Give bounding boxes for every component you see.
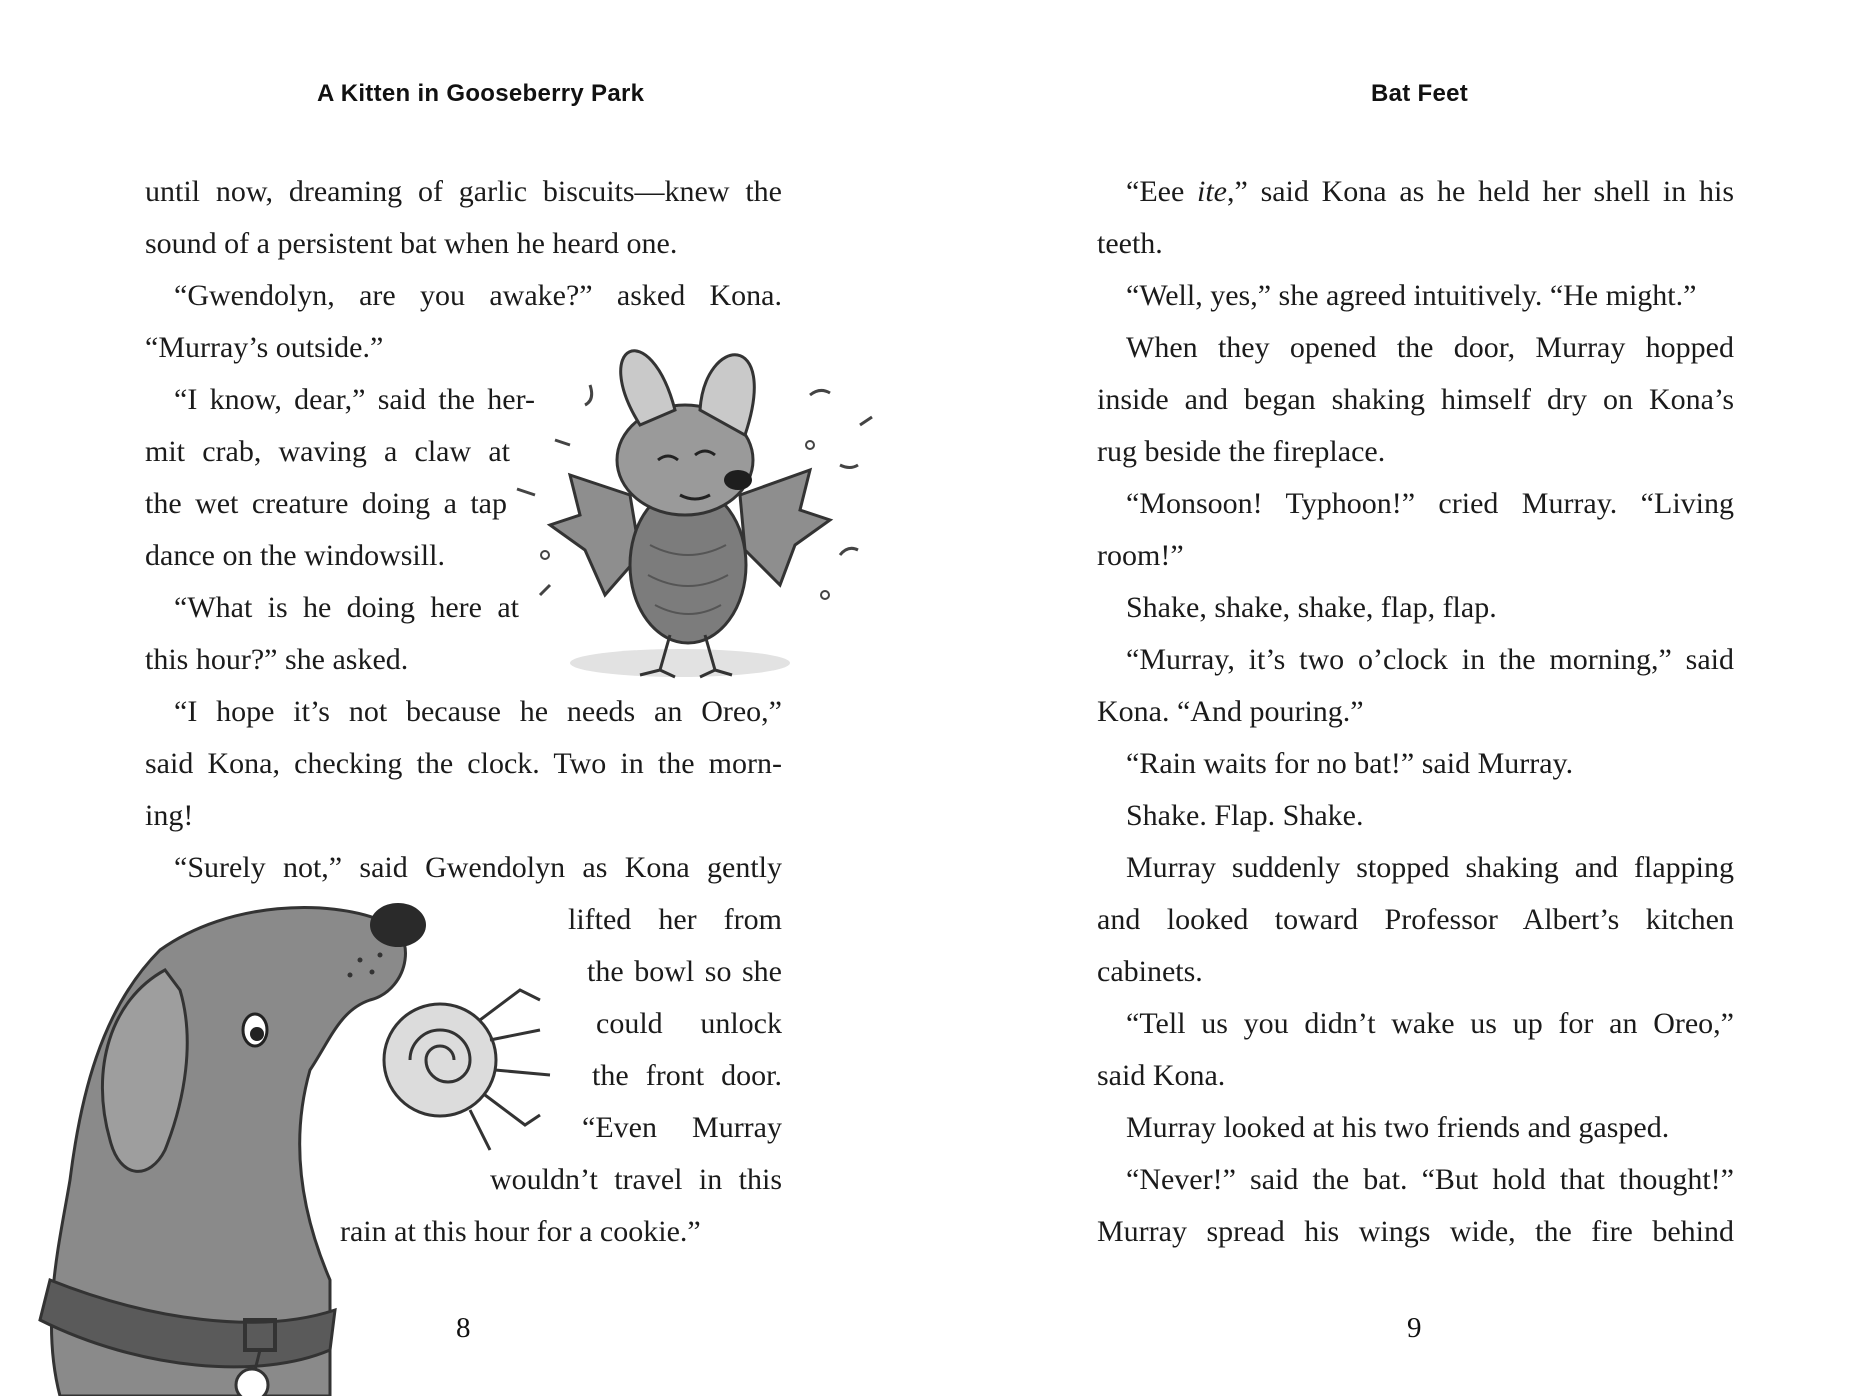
text-line: “Murray, it’s two o’clock in the morning,” said <box>1126 643 1734 676</box>
text-line: “Murray’s outside.” <box>145 331 384 364</box>
text-line: Murray suddenly stopped shaking and flapping <box>1126 851 1734 884</box>
text-run: “Eee <box>1126 175 1198 208</box>
text-line: this hour?” she asked. <box>145 643 409 676</box>
text-line: ing! <box>145 799 194 832</box>
text-line: rain at this hour for a cookie.” <box>340 1215 701 1248</box>
text-line: “Surely not,” said Gwendolyn as Kona gently <box>174 851 782 884</box>
text-line: room!” <box>1097 539 1184 572</box>
page-number: 8 <box>456 1312 471 1344</box>
text-line: “Never!” said the bat. “But hold that thought!” <box>1126 1163 1734 1196</box>
text-line: “Well, yes,” she agreed intuitively. “He might.” <box>1126 279 1697 312</box>
text-line: “I hope it’s not because he needs an Oreo,” <box>174 695 782 728</box>
text-line: “Tell us you didn’t wake us up for an Oreo,” <box>1126 1007 1734 1040</box>
text-line: mit crab, waving a claw at <box>145 435 510 468</box>
text-line: inside and began shaking himself dry on Kona’s <box>1097 383 1734 416</box>
page-number: 9 <box>1407 1312 1422 1344</box>
text-line: the bowl so she <box>587 955 782 988</box>
text-line: Murray looked at his two friends and gasped. <box>1126 1111 1670 1144</box>
text-line: until now, dreaming of garlic biscuits—knew the <box>145 175 782 208</box>
text-line: teeth. <box>1097 227 1163 260</box>
text-line: Kona. “And pouring.” <box>1097 695 1364 728</box>
text-line: “Rain waits for no bat!” said Murray. <box>1126 747 1574 780</box>
running-head-chapter-title: Bat Feet <box>1371 80 1469 107</box>
text-line: dance on the windowsill. <box>145 539 445 572</box>
running-head-book-title: A Kitten in Gooseberry Park <box>317 80 645 107</box>
text-line: said Kona. <box>1097 1059 1226 1092</box>
text-line: When they opened the door, Murray hopped <box>1126 331 1734 364</box>
text-line: “I know, dear,” said the her- <box>174 383 535 416</box>
text-line: Murray spread his wings wide, the fire behind <box>1097 1215 1734 1248</box>
text-line: lifted her from <box>568 903 782 936</box>
text-line: “Monsoon! Typhoon!” cried Murray. “Living <box>1126 487 1734 520</box>
text-line: the wet creature doing a tap <box>145 487 507 520</box>
bat-illustration <box>510 325 910 685</box>
text-line: “Gwendolyn, are you awake?” asked Kona. <box>174 279 782 312</box>
text-line: wouldn’t travel in this <box>490 1163 782 1196</box>
text-line: “Even Murray <box>582 1111 782 1144</box>
dog-with-crab-illustration <box>0 880 580 1396</box>
text-run: ,” said Kona as he held her shell in his <box>1227 175 1734 208</box>
text-line: could unlock <box>596 1007 782 1040</box>
italic-text: ite <box>1197 175 1228 208</box>
text-line: rug beside the fireplace. <box>1097 435 1386 468</box>
text-line: Shake. Flap. Shake. <box>1126 799 1364 832</box>
text-line: said Kona, checking the clock. Two in the morn- <box>145 747 782 780</box>
text-line: and looked toward Professor Albert’s kitchen <box>1097 903 1734 936</box>
right-page <box>931 0 1862 1396</box>
text-line: “What is he doing here at <box>174 591 519 624</box>
text-line: cabinets. <box>1097 955 1203 988</box>
text-line: the front door. <box>592 1059 782 1092</box>
text-line: sound of a persistent bat when he heard one. <box>145 227 678 260</box>
text-line-first <box>1097 166 1734 218</box>
text-line: Shake, shake, shake, flap, flap. <box>1126 591 1497 624</box>
